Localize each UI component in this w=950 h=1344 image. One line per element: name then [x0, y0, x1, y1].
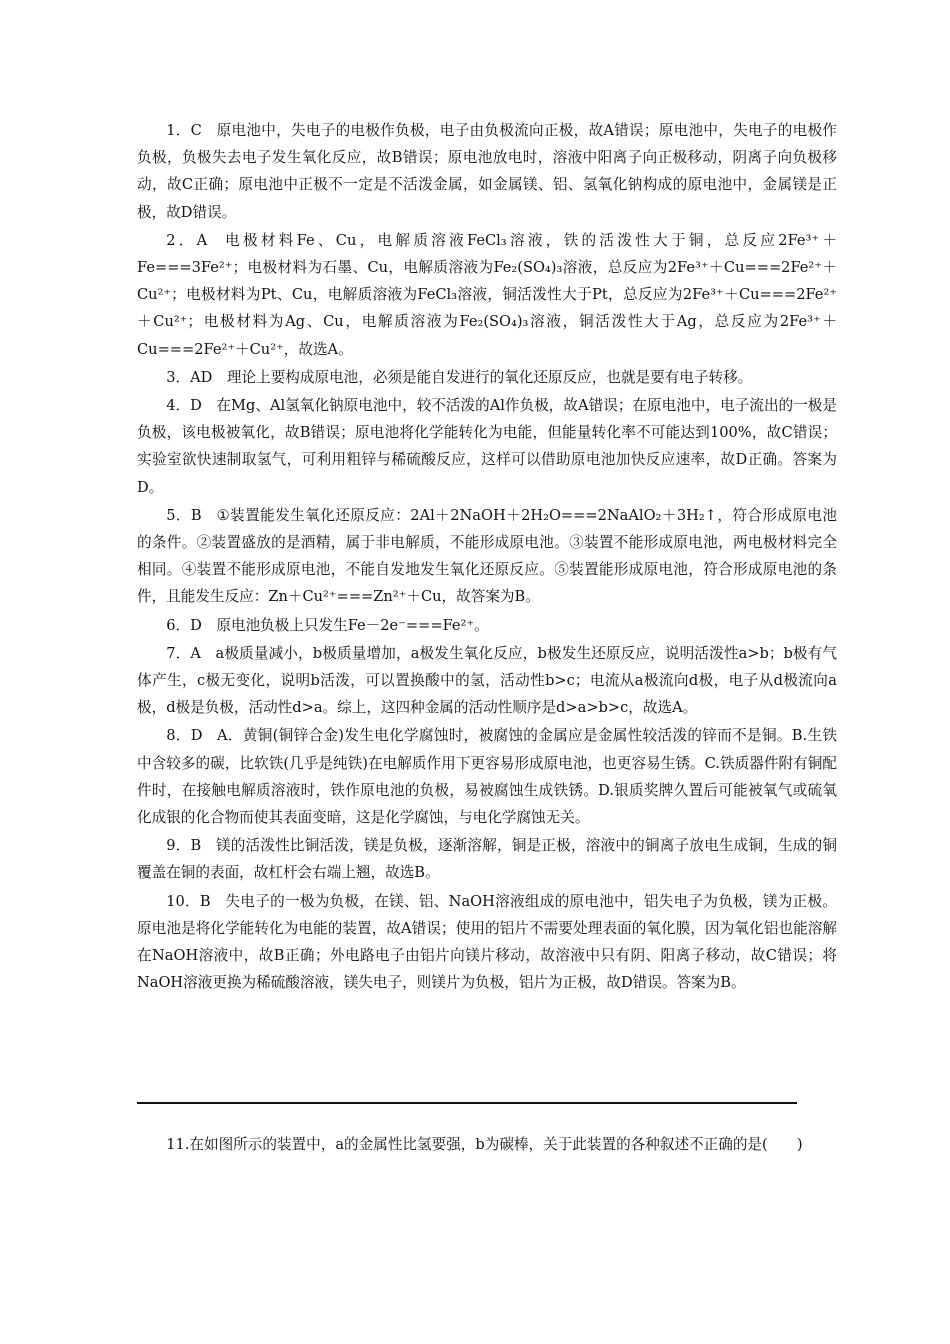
answer-2 — [137, 227, 837, 363]
answer-explanation: 电极材料Fe、Cu，电解质溶液FeCl₃溶液，铁的活泼性大于铜，总反应2Fe³⁺＋Fe===3Fe²⁺；电极材料为石墨、Cu，电解质溶液为Fe₂(SO₄)₃溶液，总反应为2Fe³⁺＋Cu===2Fe²⁺＋Cu²⁺；电极材料为Pt、Cu，电解质溶液为FeCl₃溶液，铜活泼性大于Pt，总反应为2Fe³⁺＋Cu===2Fe²⁺＋Cu²⁺；电极材料为Ag、Cu，电解质溶液为Fe₂(SO₄)₃溶液，铜活泼性大于Ag，总反应为2Fe³⁺＋Cu===2Fe²⁺＋Cu²⁺，故选A。 — [137, 231, 837, 358]
answer-5 — [137, 502, 837, 611]
answer-list — [137, 117, 837, 997]
answer-explanation: 理论上要构成原电池，必须是能自发进行的氧化还原反应，也就是要有电子转移。 — [226, 368, 753, 386]
question-11 — [137, 1131, 837, 1158]
answer-6 — [137, 612, 837, 639]
answer-explanation: 原电池负极上只发生Fe－2e⁻===Fe²⁺。 — [216, 616, 489, 634]
answer-explanation: 镁的活泼性比铜活泼，镁是负极，逐渐溶解，铜是正极，溶液中的铜离子放电生成铜，生成的铜覆盖在铜的表面，故杠杆会右端上翘，故选B。 — [137, 837, 837, 882]
answer-1 — [137, 117, 837, 226]
answer-explanation: ①装置能发生氧化还原反应：2Al＋2NaOH＋2H₂O===2NaAlO₂＋3H₂↑，符合形成原电池的条件。②装置盛放的是酒精，属于非电解质，不能形成原电池。③装置不能形成原电池，两电极材料完全相同。④装置不能形成原电池，不能自发地发生氧化还原反应。⑤装置能形成原电池，符合形成原电池的条件，且能发生反应：Zn＋Cu²⁺===Zn²⁺＋Cu，故答案为B。 — [137, 506, 838, 606]
answer-7 — [137, 640, 837, 722]
answer-key: 2．A — [166, 231, 208, 249]
answer-key: 10．B — [166, 892, 211, 910]
answer-key: 4．D — [166, 397, 202, 415]
question-stem: 11.在如图所示的装置中，a的金属性比氢要强，b为碳棒，关于此装置的各种叙述不正确的是( — [166, 1135, 768, 1153]
answer-explanation: 在Mg、Al氢氧化钠原电池中，较不活泼的Al作负极，故A错误；在原电池中，电子流出的一极是负极，该电极被氧化，故B错误；原电池将化学能转化为电能，但能量转化率不可能达到100%，故C错误；实验室欲快速制取氢气，可利用粗锌与稀硫酸反应，这样可以借助原电池加快反应速率，故D正确。答案为D。 — [137, 397, 837, 496]
answer-explanation: 失电子的一极为负极，在镁、铝、NaOH溶液组成的原电池中，铝失电子为负极，镁为正极。原电池是将化学能转化为电能的装置，故A错误；使用的铝片不需要处理表面的氧化膜，因为氧化铝也能溶解在NaOH溶液中，故B正确；外电路电子由铝片向镁片移动，故溶液中只有阴、阳离子移动，故C错误；将NaOH溶液更换为稀硫酸溶液，镁失电子，则镁片为负极，铝片为正极，故D错误。答案为B。 — [137, 892, 838, 992]
answer-9 — [137, 832, 837, 886]
answer-key: 8．D — [166, 727, 203, 745]
answer-explanation: 原电池中，失电子的电极作负极，电子由负极流向正极，故A错误；原电池中，失电子的电极作负极，负极失去电子发生氧化反应，故B错误；原电池放电时，溶液中阳离子向正极移动，阴离子向负极移动，故C正确；原电池中正极不一定是不活泼金属，如金属镁、铝、氢氧化钠构成的原电池中，金属镁是正极，故D错误。 — [137, 122, 838, 221]
question-close-paren: ) — [796, 1135, 803, 1153]
answer-key: 5．B — [166, 506, 202, 524]
answer-key: 7．A — [166, 644, 201, 662]
answer-key: 6．D — [166, 616, 202, 634]
answer-8 — [137, 722, 837, 831]
section-divider — [137, 1102, 797, 1104]
answer-3 — [137, 364, 837, 391]
answer-explanation: A．黄铜(铜锌合金)发生电化学腐蚀时，被腐蚀的金属应是金属性较活泼的锌而不是铜。B.生铁中含较多的碳，比软铁(几乎是纯铁)在电解质作用下更容易形成原电池，也更容易生锈。C.铁质器件附有铜配件时，在接触电解质溶液时，铁作原电池的负极，易被腐蚀生成铁锈。D.银质奖牌久置后可能被氧气或硫氧化成银的化合物而使其表面变暗，这是化学腐蚀，与电化学腐蚀无关。 — [137, 727, 837, 827]
answer-key: 9．B — [166, 837, 202, 855]
answer-explanation: a极质量减小，b极质量增加，a极发生氧化反应，b极发生还原反应，说明活泼性a>b；b极有气体产生，c极无变化，说明b活泼，可以置换酸中的氢，活动性b>c；电流从a极流向d极，电子从d极流向a极，d极是负极，活动性d>a。综上，这四种金属的活动性顺序是d>a>b>c，故选A。 — [137, 644, 838, 717]
answer-10 — [137, 888, 837, 997]
answer-4 — [137, 392, 837, 501]
answer-key: 3．AD — [166, 368, 213, 386]
answer-key: 1．C — [166, 122, 202, 139]
